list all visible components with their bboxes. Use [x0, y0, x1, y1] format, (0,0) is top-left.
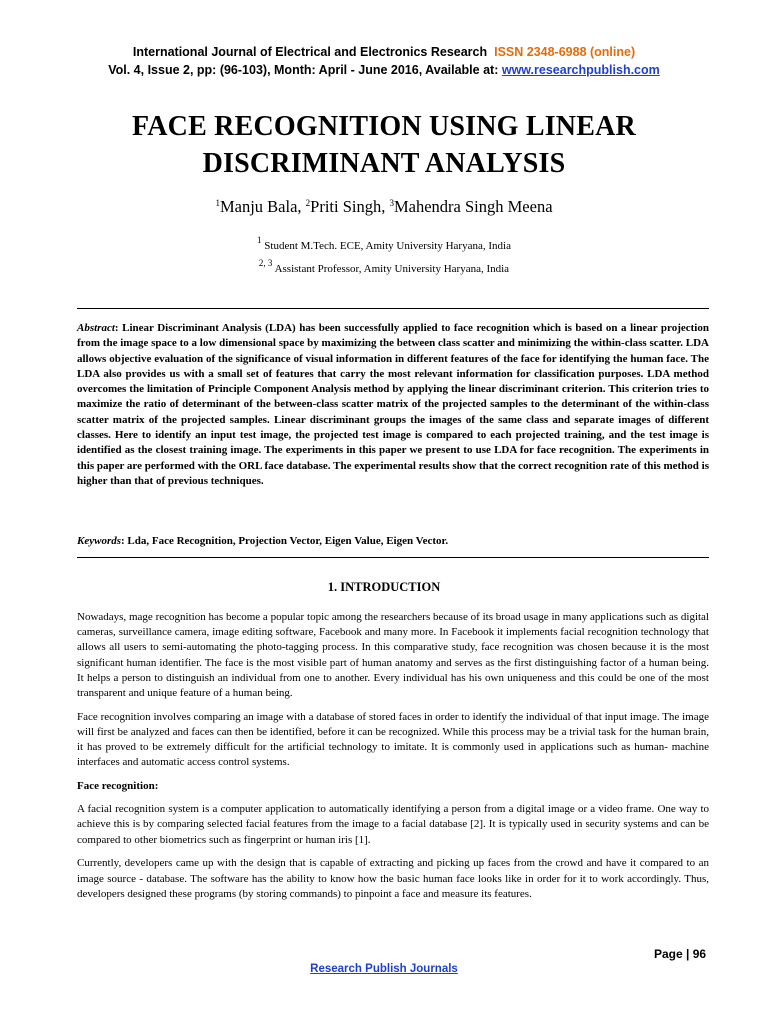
paragraph: Currently, developers came up with the design that is capable of extracting and picking up faces from the crowd and have it compared to an image source - database. The software has the ability to know how the basic human face looks like in order for it to work accordingly. Thus, developers designed these programs (by storing commands) to pinpoint a face and measure its features. — [77, 857, 709, 900]
author-name: Mahendra Singh Meena — [393, 197, 553, 216]
bottom-divider — [77, 557, 709, 558]
affiliation-sup: 1 — [257, 235, 262, 245]
journal-url-link[interactable]: www.researchpublish.com — [501, 63, 660, 77]
keywords-text: : Lda, Face Recognition, Projection Vector, Eigen Value, Eigen Vector. — [121, 535, 449, 547]
author-list — [0, 197, 768, 217]
abstract-label: Abstract — [77, 322, 115, 334]
publisher-link[interactable]: Research Publish Journals — [310, 963, 458, 975]
subheading: Face recognition: — [77, 780, 159, 793]
issn: ISSN 2348-6988 (online) — [494, 45, 636, 59]
author-sup: 3 — [389, 198, 394, 208]
paper-title: FACE RECOGNITION USING LINEAR DISCRIMINANT ANALYSIS — [132, 111, 636, 179]
affiliation-text: Student M.Tech. ECE, Amity University Haryana, India — [261, 240, 511, 252]
journal-header — [0, 43, 768, 79]
section-body — [77, 610, 709, 910]
author-sup: 1 — [215, 198, 220, 208]
author-name: Manju Bala, — [219, 197, 306, 216]
volume-line — [0, 61, 768, 79]
abstract — [77, 321, 709, 489]
paragraph: Nowadays, mage recognition has become a popular topic among the researchers because of its broad usage in many applications such as digital cameras, surveillance camera, image editing software, Facebook and many more. In Facebook it implements facial recognition technology that allows all users to semi-automating the photo-tagging process. In this comparative study, face recognition was chosen because it is the most significant human identifier. The face is the most visible part of human anatomy and serves as the first distinguishing factor of a human being. It helps a person to distinguish an individual from one to another. Every individual has his own uniqueness and this could be one of the most transparent and unique feature of a human being. — [77, 611, 709, 700]
author-sup: 2 — [305, 198, 311, 208]
abstract-text: : Linear Discriminant Analysis (LDA) has been successfully applied to face recognition which is based on a linear projection from the image space to a low dimensional space by maximizing the between class scatter and minimizing the within-class scatter. LDA allows objective evaluation of the significance of visual information in different features of the face for identifying the human face. The LDA also provides us with a small set of features that carry the most relevant information for classification purposes. LDA method overcomes the limitation of Principle Component Analysis method by applying the linear discriminant criterion. This criterion tries to maximize the ratio of determinant of the between-class scatter matrix of the projected samples to the determinant of the within-class scatter matrix of the projected samples. Linear discriminant groups the images of the same class and separate images of different classes. Here to identify an input test image, the projected test image is compared to each projected training, and the test image is identified as the closest training image. The experiments in this paper we present to use LDA for face recognition. The experiments in this paper are performed with the ORL face database. The experimental results show that the correct recognition rate of this method is higher than that of previous techniques. — [77, 322, 709, 487]
affiliation-text: Assistant Professor, Amity University Haryana, India — [272, 263, 510, 275]
section-heading: 1. INTRODUCTION — [327, 580, 441, 594]
affiliation — [0, 232, 768, 255]
affiliations — [0, 232, 768, 278]
keywords-label: Keywords — [77, 535, 121, 547]
top-divider — [77, 308, 709, 309]
journal-title-line — [0, 43, 768, 61]
affiliation — [0, 255, 768, 278]
paragraph: A facial recognition system is a computer application to automatically identifying a person from a digital image or a video frame. One way to achieve this is by comparing selected facial features from the image to a facial database [2]. It is typically used in security systems and can be compared to other biometrics such as fingerprint or human iris [1]. — [77, 803, 709, 846]
paragraph: Face recognition involves comparing an image with a database of stored faces in order to identify the individual of that input image. The image will first be analyzed and faces can then be identified, before it can be recognized. While this process may be a trivial task for the human brain, it has proved to be extremely difficult for the artificial technology to imitate. It is commonly used in applications such as human- machine interfaces and automatic access control systems. — [77, 710, 709, 769]
author-name: Priti Singh, — [310, 197, 390, 216]
keywords — [77, 535, 709, 547]
affiliation-sup: 2, 3 — [258, 258, 273, 268]
volume-info: Vol. 4, Issue 2, pp: (96-103), Month: April - June 2016, Available at: — [108, 63, 502, 77]
page-number: Page | 96 — [654, 947, 707, 961]
journal-name: International Journal of Electrical and Electronics Research — [132, 45, 488, 59]
